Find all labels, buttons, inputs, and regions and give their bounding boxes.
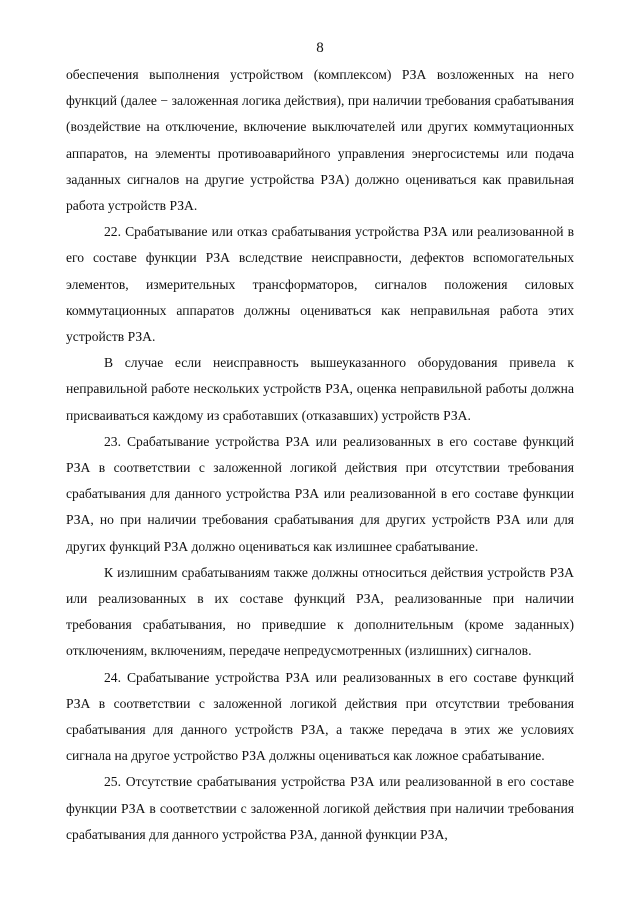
document-body [66, 62, 574, 848]
paragraph-clause-25: 25. Отсутствие срабатывания устройства РЗА или реализованной в его составе функции РЗА в соответствии с заложенной логикой действия при наличии требования срабатывания для данного устройства РЗА, данной функции РЗА, [66, 774, 574, 842]
paragraph-clause-22-note: В случае если неисправность вышеуказанного оборудования привела к неправильной работе нескольких устройств РЗА, оценка неправильной работы должна присваиваться каждому из сработавших (отказавших) устройств РЗА. [66, 355, 574, 423]
paragraph-clause-22: 22. Срабатывание или отказ срабатывания устройства РЗА или реализованной в его составе функции РЗА вследствие неисправности, дефектов вспомогательных элементов, измерительных трансформаторов, сигналов положения силовых коммутационных аппаратов должны оцениваться как неправильная работа этих устройств РЗА. [66, 224, 574, 345]
page-number: 8 [316, 40, 324, 56]
paragraph-continuation: обеспечения выполнения устройством (комплексом) РЗА возложенных на него функций (далее − заложенная логика действия), при наличии требования срабатывания (воздействие на отключение, включение выключателей или других коммутационных аппаратов, на элементы противоаварийного управления энергосистемы или подача заданных сигналов на другие устройства РЗА) должно оцениваться как правильная работа устройств РЗА. [66, 67, 574, 214]
paragraph-clause-23: 23. Срабатывание устройства РЗА или реализованных в его составе функций РЗА в соответствии с заложенной логикой действия при отсутствии требования срабатывания для данного устройства РЗА или реализованной в его составе функции РЗА, но при наличии требования срабатывания для других устройств РЗА или для других функций РЗА должно оцениваться как излишнее срабатывание. [66, 433, 574, 554]
paragraph-clause-23-note: К излишним срабатываниям также должны относиться действия устройств РЗА или реализованных в их составе функций РЗА, реализованные при наличии требования срабатывания, но приведшие к дополнительным (кроме заданных) отключениям, включениям, передаче непредусмотренных (излишних) сигналов. [66, 564, 574, 659]
paragraph-clause-24: 24. Срабатывание устройства РЗА или реализованных в его составе функций РЗА в соответствии с заложенной логикой действия при отсутствии требования срабатывания для данного устройств РЗА, а также передача в этих же условиях сигнала на другое устройство РЗА должны оцениваться как ложное срабатывание. [66, 669, 574, 764]
